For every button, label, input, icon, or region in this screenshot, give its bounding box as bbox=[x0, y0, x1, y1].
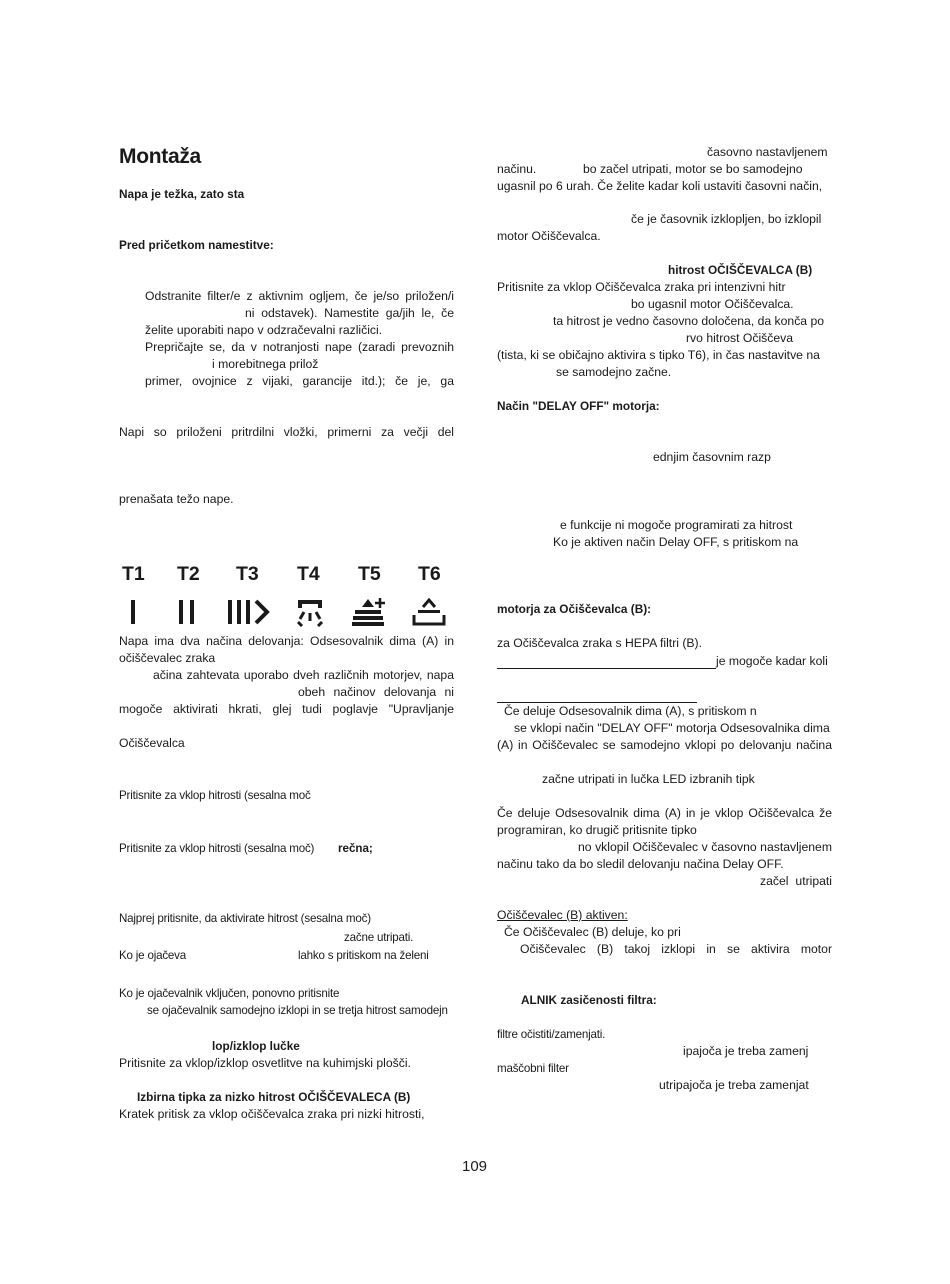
light-text: Pritisnite za vklop/izklop osvetlitve na kuhimjski plošči. bbox=[119, 1056, 411, 1070]
motor-line-2: je mogoče kadar koli bbox=[716, 654, 828, 668]
delay-heading: Način "DELAY OFF" motorja: bbox=[497, 399, 660, 413]
boost-off-text: se ojačevalnik samodejno izklopi in se tretja hitrost samodejn bbox=[147, 1004, 448, 1017]
filter-line-4: Prepričajte se, da v notranjosti nape (zaradi prevoznih bbox=[145, 340, 454, 354]
modes-line-1: Napa ima dva načina delovanja: Odsesovalnik dima (A) in bbox=[119, 634, 454, 648]
speed-heading: hitrost OČIŠČEVALCA (B) bbox=[668, 263, 813, 277]
timer-line-3: ugasnil po 6 urah. Če želite kadar koli ustaviti časovni način, bbox=[497, 179, 823, 193]
light-heading: lop/izklop lučke bbox=[212, 1039, 300, 1053]
motor-line-1: za Očiščevalca zraka s HEPA filtri (B). bbox=[497, 636, 702, 650]
mode-label-t1: T1 bbox=[122, 563, 145, 585]
low-speed-heading: Izbirna tipka za nizko hitrost OČIŠČEVALECA (B) bbox=[137, 1090, 411, 1104]
motor-rule-1 bbox=[497, 668, 716, 669]
speed-2-text: Pritisnite za vklop hitrosti (sesalna moč) bbox=[119, 842, 315, 855]
purifier-icon bbox=[412, 597, 448, 627]
filter-line-b: ipajoča je treba zamenj bbox=[683, 1044, 809, 1058]
mode-label-t2: T2 bbox=[177, 563, 200, 585]
mode-label-t3: T3 bbox=[236, 563, 259, 585]
speed-line-3: ta hitrost je vedno časovno določena, da konča po bbox=[553, 314, 825, 328]
timer-line-1: časovno nastavljenem bbox=[707, 145, 828, 159]
mode-label-t5: T5 bbox=[358, 563, 381, 585]
filter-heading: ALNIK zasičenosti filtra: bbox=[521, 993, 657, 1007]
speed-line-6: se samodejno začne. bbox=[556, 365, 672, 379]
motor-line-8: programiran, ko drugič pritisnite tipko bbox=[497, 823, 697, 837]
delay-line-1: ednjim časovnim razp bbox=[653, 450, 771, 464]
timer-line-4: če je časovnik izklopljen, bo izklopil bbox=[631, 212, 822, 226]
blink-text: začne utripati. bbox=[344, 931, 414, 944]
active-line-2: Očiščevalec (B) takoj izklopi in se aktivira motor bbox=[520, 942, 832, 956]
motor-line-11: začel utripati bbox=[760, 874, 832, 888]
filter-line-a: filtre očistiti/zamenjati. bbox=[497, 1028, 606, 1041]
speed-1-icon bbox=[126, 597, 140, 627]
motor-heading: motorja za Očiščevalca (B): bbox=[497, 602, 652, 616]
heavy-note: Napa je težka, zato sta bbox=[119, 187, 245, 201]
motor-line-7: Če deluje Odsesovalnik dima (A) in je vklop Očiščevalca že bbox=[497, 806, 832, 820]
before-install-heading: Pred pričetkom namestitve: bbox=[119, 238, 274, 252]
low-speed-text: Kratek pritisk za vklop očiščevalca zraka pri nizki hitrosti, bbox=[119, 1107, 425, 1121]
delay-line-3: Ko je aktiven način Delay OFF, s pritiskom na bbox=[553, 535, 799, 549]
filter-line-3: želite uporabiti napo v odzračevalni različici. bbox=[145, 323, 383, 337]
filter-line-1: Odstranite filter/e z aktivnim ogljem, če je/so priložen/i bbox=[145, 289, 454, 303]
mode-label-t4: T4 bbox=[297, 563, 320, 585]
speed-2-icon bbox=[176, 597, 198, 627]
page-number: 109 bbox=[462, 1158, 488, 1175]
purifier-plus-icon bbox=[351, 597, 391, 627]
speed-1-text: Pritisnite za vklop hitrosti (sesalna moč bbox=[119, 789, 311, 802]
page-title: Montaža bbox=[119, 145, 201, 168]
modes-line-5: mogoče aktivirati hkrati, glej tudi poglavje "Upravljanje bbox=[119, 702, 454, 716]
weight-line: prenašata težo nape. bbox=[119, 492, 234, 506]
motor-line-3: Če deluje Odsesovalnik dima (A), s pritiskom n bbox=[504, 704, 757, 718]
timer-line-5: motor Očiščevalca. bbox=[497, 229, 601, 243]
timer-line-2b: bo začel utripati, motor se bo samodejno bbox=[583, 162, 803, 176]
modes-line-6: Očiščevalca bbox=[119, 736, 185, 750]
boost-text-2: lahko s pritiskom na želeni bbox=[298, 949, 429, 962]
speed-line-5: (tista, ki se običajno aktivira s tipko T6), in čas nastavitve na bbox=[497, 348, 820, 362]
speed-2-bold: rečna; bbox=[338, 842, 373, 855]
inserts-line: Napi so priloženi pritrdilni vložki, primerni za večji del bbox=[119, 425, 454, 439]
speed-line-4: rvo hitrost Očiščeva bbox=[686, 331, 794, 345]
speed-line-2: bo ugasnil motor Očiščevalca. bbox=[631, 297, 794, 311]
filter-line-2: ni odstavek). Namestite ga/jih le, če bbox=[245, 306, 454, 320]
motor-line-5: (A) in Očiščevalec se samodejno vklopi po delovanju načina bbox=[497, 738, 832, 752]
boost-text: Ko je ojačeva bbox=[119, 949, 187, 962]
motor-line-4: se vklopi način "DELAY OFF" motorja Odsesovalnika dima bbox=[514, 721, 830, 735]
active-line-1: Če Očiščevalec (B) deluje, ko pri bbox=[504, 925, 681, 939]
filter-line-6: primer, ovojnice z vijaki, garancije itd.); če je, ga bbox=[145, 374, 454, 388]
modes-line-2: očiščevalec zraka bbox=[119, 651, 216, 665]
boost-on-text: Ko je ojačevalnik vključen, ponovno pritisnite bbox=[119, 987, 340, 1000]
first-press-text: Najprej pritisnite, da aktivirate hitrost (sesalna moč) bbox=[119, 912, 371, 925]
delay-line-2: e funkcije ni mogoče programirati za hitrost bbox=[560, 518, 793, 532]
timer-line-2a: načinu. bbox=[497, 162, 537, 176]
active-heading: Očiščevalec (B) aktiven: bbox=[497, 908, 628, 922]
motor-line-10: načinu tako da bo sledil delovanju načina Delay OFF. bbox=[497, 857, 784, 871]
light-icon bbox=[294, 597, 326, 627]
modes-line-3: ačina zahtevata uporabo dveh različnih motorjev, napa bbox=[153, 668, 454, 682]
speed-line-1: Pritisnite za vklop Očiščevalca zraka pri intenzivni hitr bbox=[497, 280, 786, 294]
filter-line-c: maščobni filter bbox=[497, 1062, 569, 1075]
speed-3-boost-icon bbox=[226, 597, 274, 627]
motor-line-6: začne utripati in lučka LED izbranih tipk bbox=[542, 772, 755, 786]
filter-line-5: i morebitnega prilož bbox=[212, 357, 319, 371]
motor-line-9: no vklopil Očiščevalec v časovno nastavljenem bbox=[578, 840, 832, 854]
mode-label-t6: T6 bbox=[418, 563, 441, 585]
modes-line-4: obeh načinov delovanja ni bbox=[298, 685, 454, 699]
filter-line-d: utripajoča je treba zamenjat bbox=[659, 1078, 809, 1092]
